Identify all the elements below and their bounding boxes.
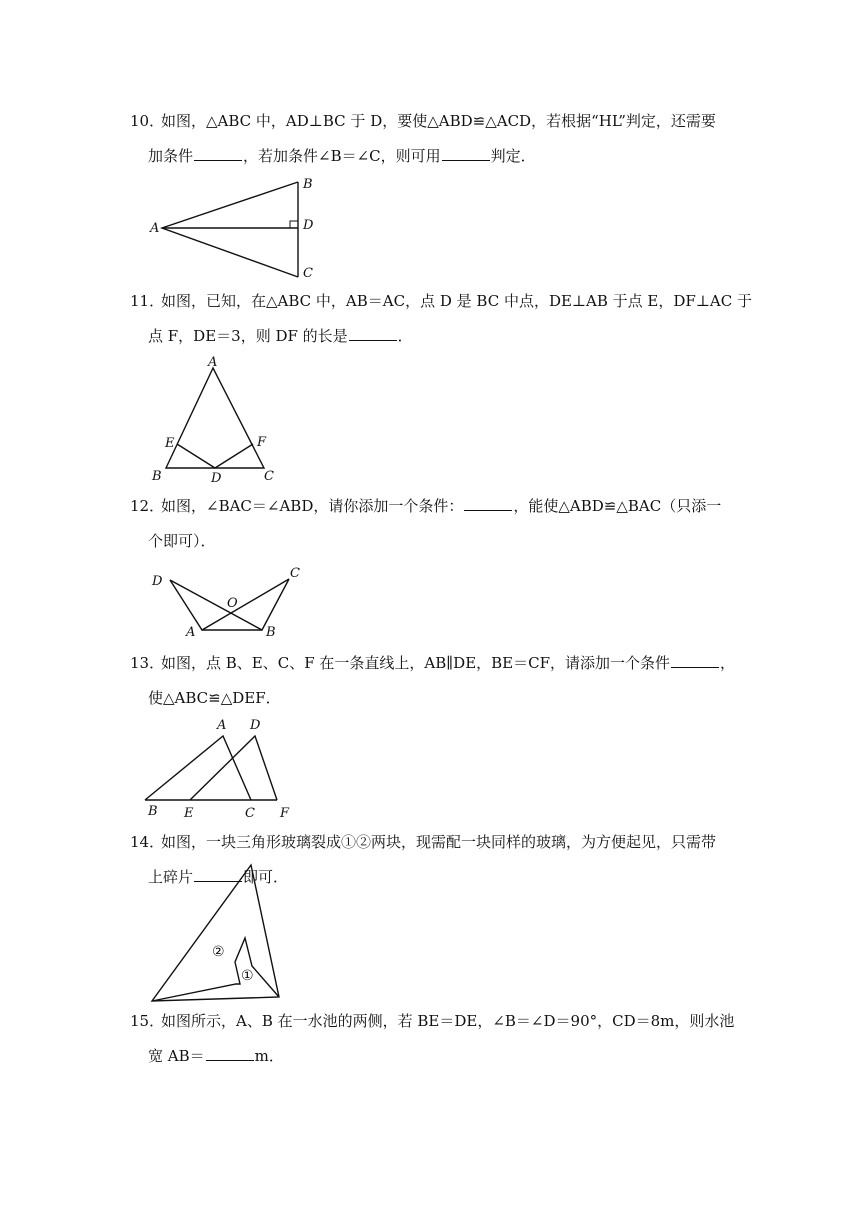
question-13-text-part: ， [720, 654, 736, 672]
label-a: A [186, 625, 196, 640]
question-14-line-1 [0, 827, 860, 857]
question-10-text-part: 判定． [490, 147, 536, 165]
question-10-number: 10． [130, 112, 165, 130]
figure-13-overlapping-triangles [140, 713, 310, 823]
question-13-text-part: 如图，点 B、E、C、F 在一条直线上，AB∥DE，BE＝CF，请添加一个条件 [161, 654, 671, 672]
question-13-number: 13． [130, 654, 165, 672]
label-b: B [303, 177, 313, 192]
question-12-text-part: ，能使△ABD≌△BAC（只添一 [513, 497, 722, 515]
label-d: D [303, 218, 314, 233]
label-c: C [245, 806, 255, 821]
question-10-text: 如图，△ABC 中，AD⊥BC 于 D，要使△ABD≌△ACD，若根据“HL”判定，还需要 [161, 112, 716, 130]
label-d: D [250, 718, 261, 733]
question-14-number: 14． [130, 833, 165, 851]
label-a: A [208, 355, 218, 370]
question-12-text-part: 如图，∠BAC＝∠ABD，请你添加一个条件： [161, 497, 464, 515]
question-14-text-part: 上碎片 [148, 868, 194, 886]
label-f: F [280, 806, 290, 821]
label-a: A [217, 718, 227, 733]
question-15-text-part: m． [254, 1047, 284, 1065]
question-12-text-line-2: 个即可）． [148, 532, 216, 550]
figure-10-right-triangle [140, 170, 340, 285]
question-14-text-part: 即可． [243, 868, 289, 886]
question-11-text-part: 点 F，DE＝3，则 DF 的长是 [148, 327, 348, 345]
label-d: D [152, 574, 163, 589]
right-angle-mark [290, 221, 298, 228]
question-10-text-part: ，若加条件∠B＝∠C，则可用 [243, 147, 441, 165]
label-c: C [290, 566, 300, 581]
question-15-number: 15． [130, 1012, 165, 1030]
label-d: D [211, 471, 222, 486]
triangle-11 [166, 368, 264, 468]
label-e: E [184, 806, 194, 821]
question-11-number: 11． [130, 292, 165, 310]
question-10-line-2 [0, 141, 860, 171]
figure-14-broken-glass-triangle [140, 860, 300, 1010]
question-10-line-2-content [148, 141, 536, 171]
label-a: A [150, 221, 160, 236]
glass-triangle [152, 865, 279, 1001]
question-15-line-1 [0, 1006, 860, 1036]
question-15-text: 如图所示，A、B 在一水池的两侧，若 BE＝DE，∠B＝∠D＝90°，CD＝8m，则水池 [161, 1012, 735, 1030]
answer-blank-12[interactable] [464, 495, 512, 511]
triangle-abc [145, 736, 251, 800]
triangle-def [190, 736, 277, 800]
triangle-10-sides [162, 182, 298, 277]
piece-2-label: ② [212, 944, 225, 960]
question-13-text-line-2: 使△ABC≌△DEF． [148, 689, 281, 707]
answer-blank-11[interactable] [349, 325, 397, 341]
question-13-text [161, 648, 735, 678]
answer-blank-13[interactable] [671, 652, 719, 668]
question-13-line-2 [0, 683, 860, 713]
label-o: O [227, 596, 238, 611]
question-11-line-1 [0, 286, 860, 316]
answer-blank-10b[interactable] [442, 145, 490, 161]
question-12-text [161, 491, 721, 521]
label-e: E [165, 436, 175, 451]
question-11-text: 如图，已知，在△ABC 中，AB＝AC，点 D 是 BC 中点，DE⊥AB 于点 E，DF⊥AC 于 [161, 292, 753, 310]
answer-blank-10a[interactable] [194, 145, 242, 161]
label-c: C [303, 266, 313, 281]
perpendiculars-de-df [177, 444, 253, 468]
question-15-text-part: 宽 AB＝ [148, 1047, 205, 1065]
piece-1-label: ① [241, 968, 254, 984]
question-15-line-2 [0, 1041, 860, 1071]
label-b: B [266, 625, 276, 640]
question-12-number: 12． [130, 497, 165, 515]
question-12-line-1 [0, 491, 860, 521]
figure-11-isosceles-triangle [140, 352, 290, 487]
label-c: C [264, 469, 274, 484]
question-14-text: 如图，一块三角形玻璃裂成①②两块，现需配一块同样的玻璃，为方便起见，只需带 [161, 833, 717, 851]
question-11-text-part: ． [397, 327, 413, 345]
label-b: B [148, 804, 158, 819]
answer-blank-15[interactable] [206, 1045, 254, 1061]
question-13-line-1 [0, 648, 860, 678]
question-12-line-2 [0, 526, 860, 556]
question-15-line-2-content [148, 1041, 284, 1071]
question-14-line-2 [0, 862, 860, 892]
question-10-text-part: 加条件 [148, 147, 194, 165]
question-10-line-1 [0, 106, 860, 136]
question-11-line-2-content [148, 321, 413, 351]
label-f: F [257, 435, 267, 450]
figure-12-crossed-triangles [140, 562, 320, 642]
label-b: B [152, 469, 162, 484]
question-11-line-2 [0, 321, 860, 351]
